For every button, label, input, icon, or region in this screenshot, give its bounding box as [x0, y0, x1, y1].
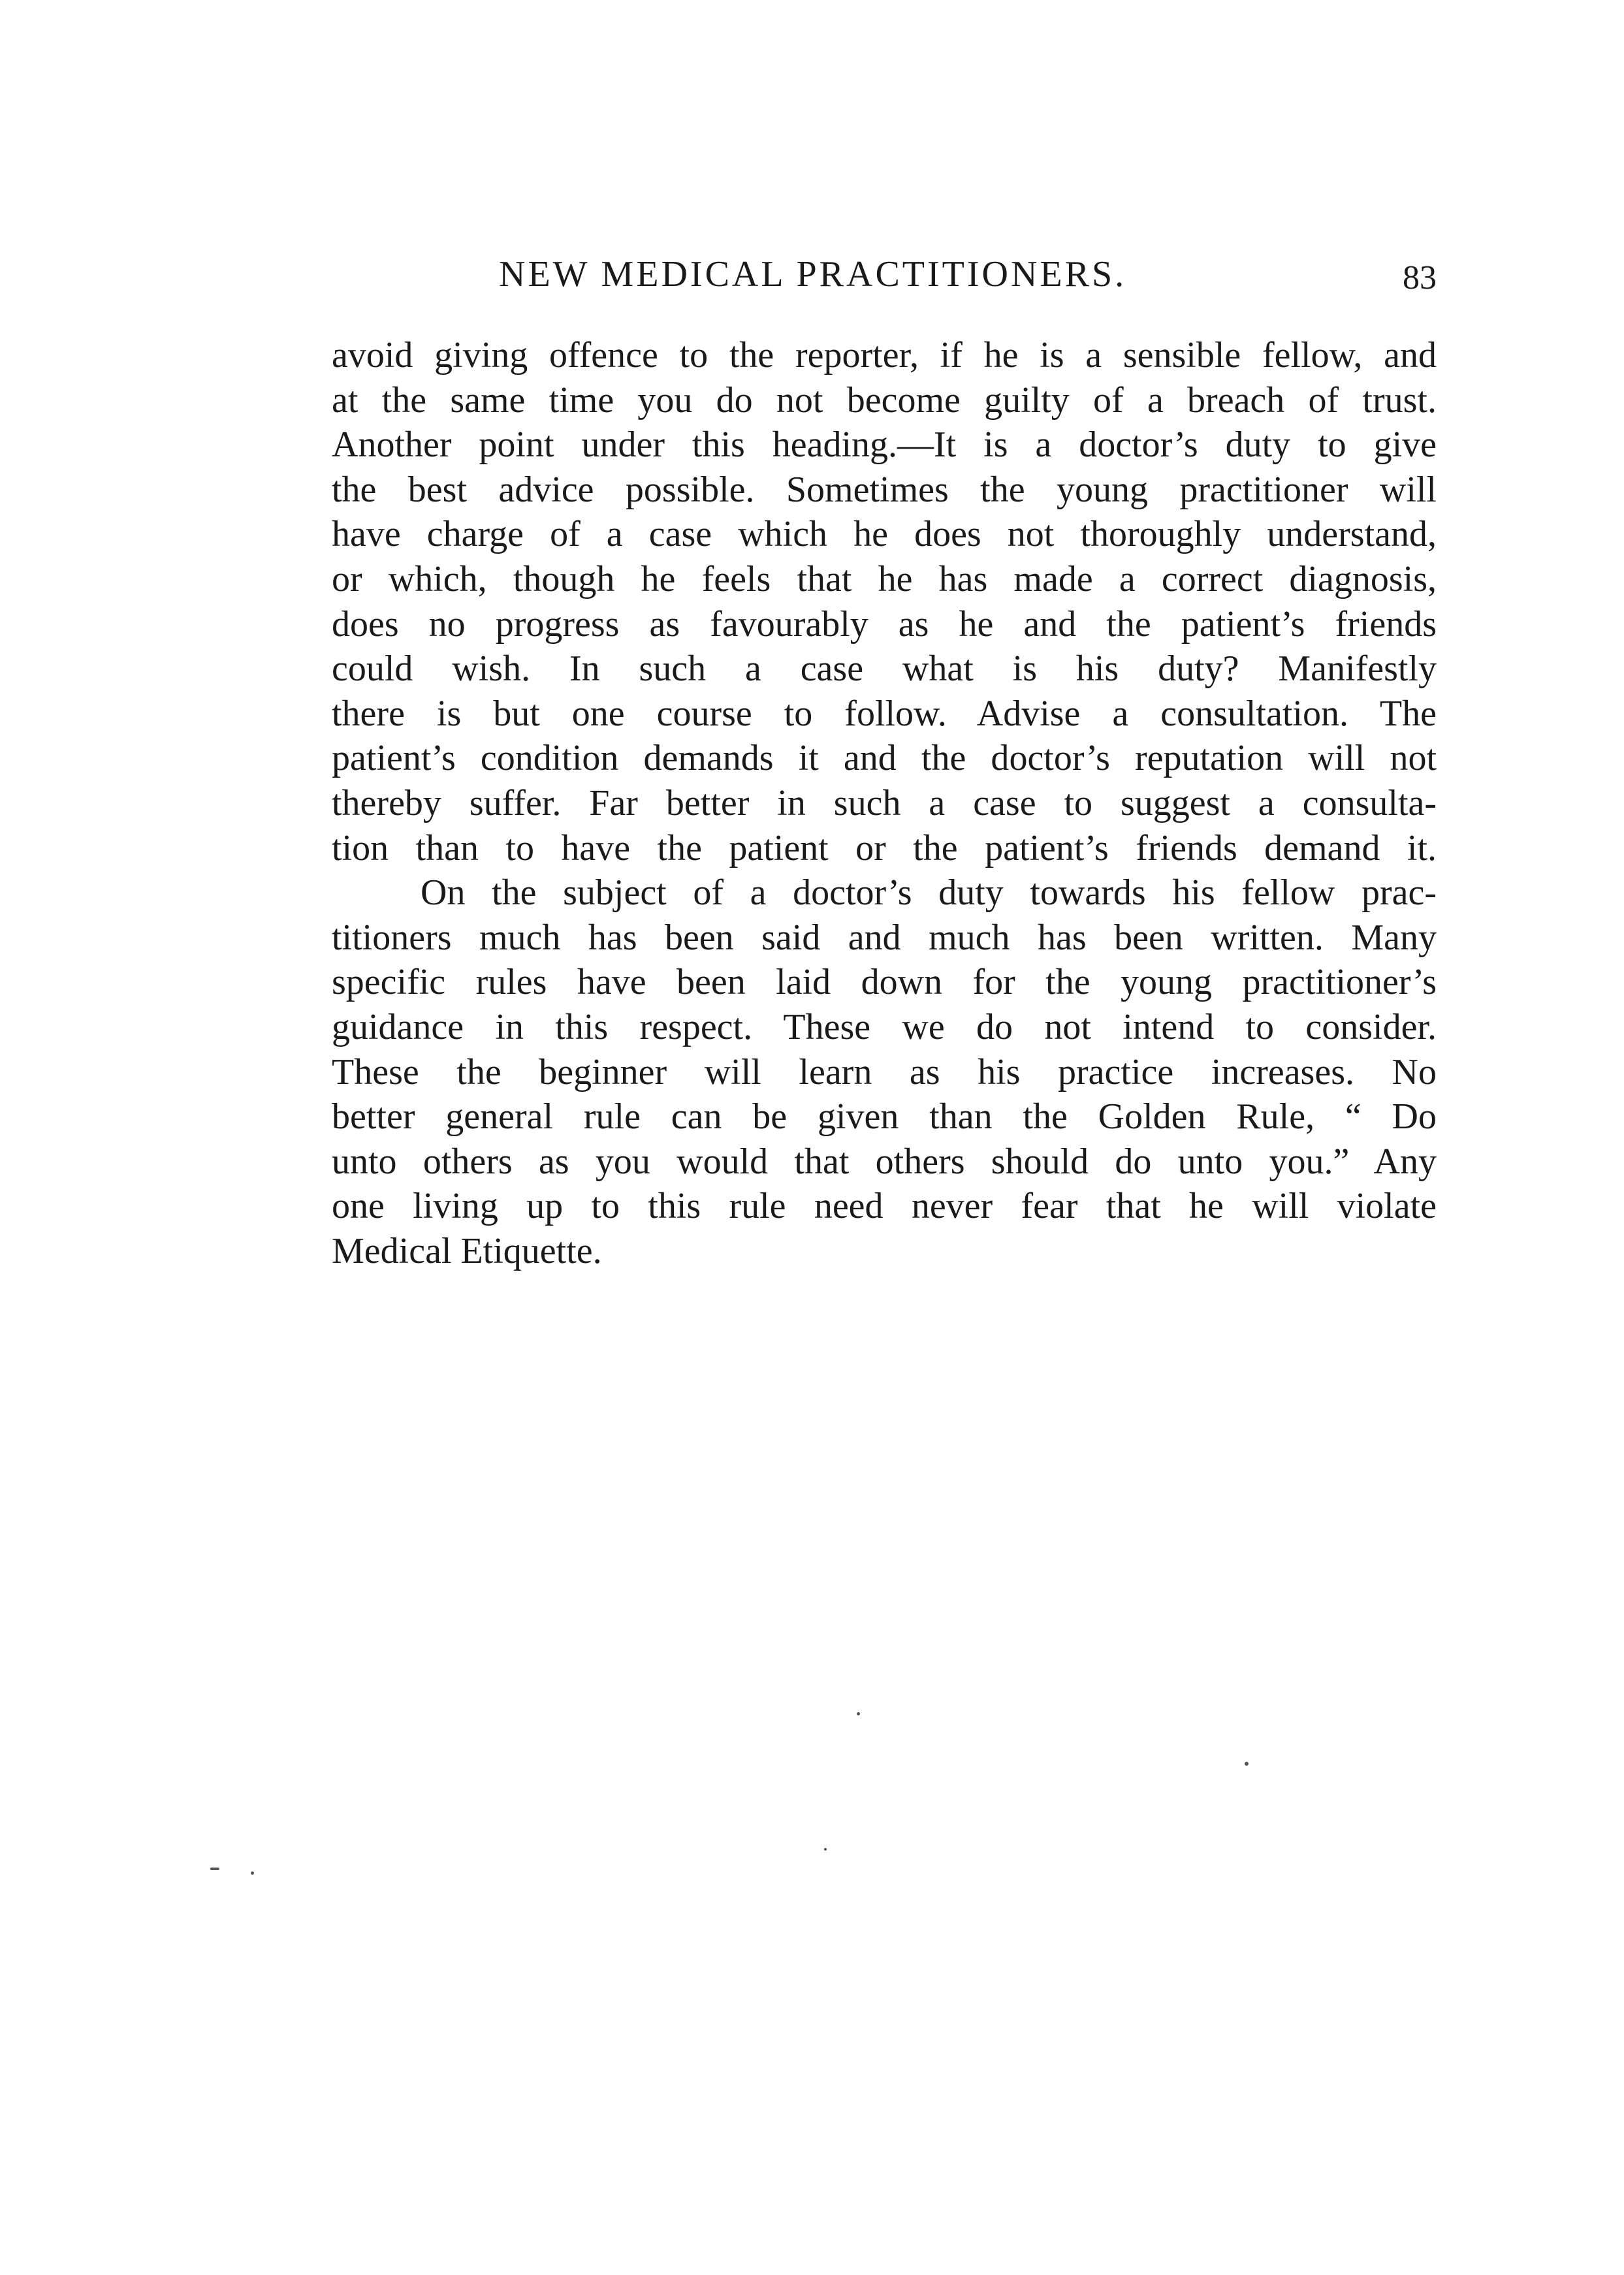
scan-speck: [824, 1848, 827, 1851]
text-line: titioners much has been said and much has been written. Many: [332, 917, 1437, 958]
text-line: avoid giving offence to the reporter, if he is a sensible fellow, and: [332, 335, 1437, 375]
page-number: 83: [1403, 259, 1437, 296]
text-line: These the beginner will learn as his practice increases. No: [332, 1051, 1437, 1092]
text-line: Another point under this heading.—It is a doctor’s duty to give: [332, 424, 1437, 466]
paragraph-1: [332, 333, 1437, 870]
text-line: better general rule can be given than the Golden Rule, “ Do: [332, 1096, 1437, 1138]
text-line: On the subject of a doctor’s duty towards his fellow prac-: [421, 872, 1437, 914]
body-text: [332, 333, 1437, 1273]
running-head: [332, 248, 1437, 300]
text-line: guidance in this respect. These we do not intend to consider.: [332, 1006, 1437, 1047]
scan-speck: [210, 1868, 219, 1870]
text-line: Medical Etiquette.: [332, 1230, 602, 1271]
scan-speck: [857, 1712, 860, 1715]
text-line: or which, though he feels that he has made a correct diagnosis,: [332, 558, 1437, 599]
running-title: NEW MEDICAL PRACTITIONERS.: [499, 254, 1127, 294]
text-line: the best advice possible. Sometimes the young practitioner will: [332, 469, 1437, 510]
scan-speck: [251, 1871, 254, 1875]
paragraph-2: [332, 870, 1437, 1273]
scan-speck: [1245, 1762, 1249, 1766]
text-line: thereby suffer. Far better in such a case to suggest a consulta-: [332, 782, 1437, 823]
text-line: at the same time you do not become guilty of a breach of trust.: [332, 379, 1437, 421]
text-line: unto others as you would that others should do unto you.” Any: [332, 1141, 1437, 1182]
text-line: have charge of a case which he does not thoroughly understand,: [332, 514, 1437, 555]
text-line: specific rules have been laid down for the young practitioner’s: [332, 962, 1437, 1003]
text-line: does no progress as favourably as he and the patient’s friends: [332, 603, 1437, 644]
text-line: could wish. In such a case what is his duty? Manifestly: [332, 648, 1437, 690]
text-line: patient’s condition demands it and the doctor’s reputation will not: [332, 738, 1437, 779]
text-line: tion than to have the patient or the patient’s friends demand it.: [332, 827, 1437, 868]
text-line: one living up to this rule need never fear that he will violate: [332, 1186, 1437, 1227]
text-line: there is but one course to follow. Advise a consultation. The: [332, 693, 1437, 734]
